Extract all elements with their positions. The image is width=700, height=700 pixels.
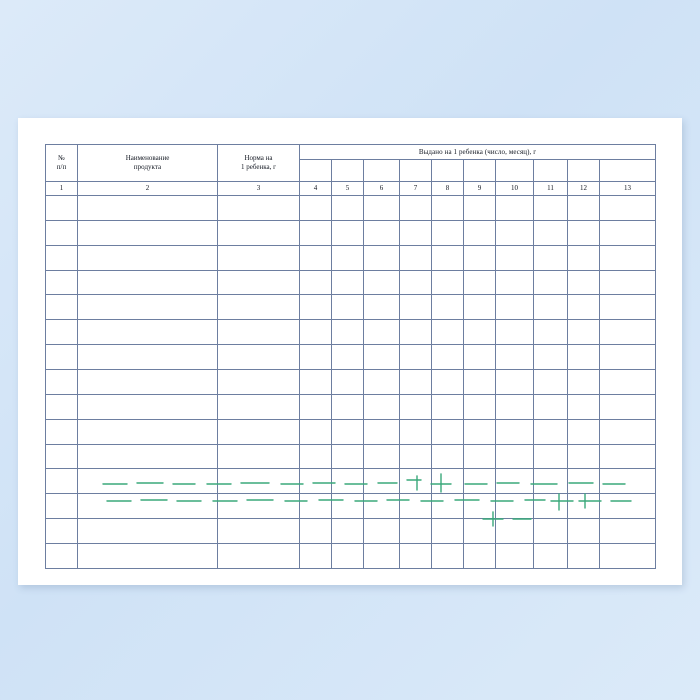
cell[interactable]: [400, 394, 432, 419]
cell[interactable]: [300, 270, 332, 295]
cell[interactable]: [218, 419, 300, 444]
cell[interactable]: [400, 220, 432, 245]
cell[interactable]: [568, 494, 600, 519]
cell[interactable]: [534, 444, 568, 469]
cell[interactable]: [600, 345, 656, 370]
header-product-line1: Наименование: [125, 154, 170, 163]
cell[interactable]: [534, 270, 568, 295]
cell[interactable]: [300, 245, 332, 270]
cell[interactable]: [496, 220, 534, 245]
cell[interactable]: [400, 494, 432, 519]
cell[interactable]: [332, 270, 364, 295]
table-container: [45, 144, 655, 569]
cell[interactable]: [332, 469, 364, 494]
table-row[interactable]: [46, 270, 656, 295]
cell[interactable]: [218, 270, 300, 295]
colnum-4: 4: [300, 182, 332, 196]
cell[interactable]: [78, 394, 218, 419]
cell[interactable]: [400, 544, 432, 569]
cell[interactable]: [78, 245, 218, 270]
colnum-9: 9: [464, 182, 496, 196]
cell[interactable]: [300, 370, 332, 395]
table-row[interactable]: [46, 419, 656, 444]
cell[interactable]: [568, 220, 600, 245]
cell[interactable]: [464, 519, 496, 544]
cell[interactable]: [496, 270, 534, 295]
cell[interactable]: [46, 245, 78, 270]
cell[interactable]: [364, 419, 400, 444]
cell[interactable]: [218, 295, 300, 320]
cell[interactable]: [78, 370, 218, 395]
cell[interactable]: [496, 245, 534, 270]
cell[interactable]: [600, 270, 656, 295]
colnum-12: 12: [568, 182, 600, 196]
cell[interactable]: [332, 295, 364, 320]
colnum-5: 5: [332, 182, 364, 196]
cell[interactable]: [332, 320, 364, 345]
cell[interactable]: [534, 494, 568, 519]
cell[interactable]: [600, 245, 656, 270]
cell[interactable]: [432, 494, 464, 519]
subheader-col-9: [464, 160, 496, 182]
cell[interactable]: [300, 419, 332, 444]
document-sheet: [18, 118, 682, 585]
cell[interactable]: [464, 419, 496, 444]
header-norm-line2: 1 ребенка, г: [241, 163, 276, 171]
cell[interactable]: [364, 245, 400, 270]
colnum-8: 8: [432, 182, 464, 196]
cell[interactable]: [46, 419, 78, 444]
cell[interactable]: [46, 544, 78, 569]
cell[interactable]: [364, 394, 400, 419]
subheader-col-12: [568, 160, 600, 182]
header-cell-number: [46, 145, 78, 182]
cell[interactable]: [46, 320, 78, 345]
header-cell-norm: [218, 145, 300, 182]
cell[interactable]: [78, 469, 218, 494]
cell[interactable]: [78, 320, 218, 345]
colnum-6: 6: [364, 182, 400, 196]
cell[interactable]: [78, 196, 218, 221]
table-row[interactable]: [46, 345, 656, 370]
cell[interactable]: [568, 519, 600, 544]
table-row[interactable]: [46, 394, 656, 419]
colnum-3: 3: [218, 182, 300, 196]
cell[interactable]: [78, 419, 218, 444]
cell[interactable]: [78, 295, 218, 320]
cell[interactable]: [400, 345, 432, 370]
cell[interactable]: [46, 220, 78, 245]
cell[interactable]: [600, 544, 656, 569]
cell[interactable]: [600, 494, 656, 519]
cell[interactable]: [218, 370, 300, 395]
cell[interactable]: [496, 494, 534, 519]
cell[interactable]: [300, 220, 332, 245]
cell[interactable]: [300, 494, 332, 519]
cell[interactable]: [534, 370, 568, 395]
cell[interactable]: [496, 295, 534, 320]
table-group-header-row: [46, 145, 656, 160]
cell[interactable]: [78, 270, 218, 295]
cell[interactable]: [46, 270, 78, 295]
table-row[interactable]: [46, 245, 656, 270]
subheader-col-4: [300, 160, 332, 182]
cell[interactable]: [218, 345, 300, 370]
header-number-line1: №: [58, 154, 65, 163]
cell[interactable]: [364, 196, 400, 221]
cell[interactable]: [46, 370, 78, 395]
cell[interactable]: [364, 270, 400, 295]
cell[interactable]: [300, 519, 332, 544]
cell[interactable]: [218, 444, 300, 469]
subheader-col-8: [432, 160, 464, 182]
cell[interactable]: [400, 469, 432, 494]
cell[interactable]: [496, 394, 534, 419]
cell[interactable]: [496, 519, 534, 544]
cell[interactable]: [332, 494, 364, 519]
cell[interactable]: [300, 469, 332, 494]
cell[interactable]: [218, 519, 300, 544]
header-number-line2: п/п: [56, 163, 67, 171]
cell[interactable]: [46, 196, 78, 221]
cell[interactable]: [568, 444, 600, 469]
cell[interactable]: [534, 295, 568, 320]
cell[interactable]: [78, 519, 218, 544]
cell[interactable]: [432, 270, 464, 295]
cell[interactable]: [332, 220, 364, 245]
table-row[interactable]: [46, 469, 656, 494]
cell[interactable]: [218, 196, 300, 221]
cell[interactable]: [464, 245, 496, 270]
table-row[interactable]: [46, 444, 656, 469]
cell[interactable]: [432, 544, 464, 569]
cell[interactable]: [464, 494, 496, 519]
cell[interactable]: [218, 544, 300, 569]
product-issue-table: [45, 144, 656, 569]
cell[interactable]: [364, 345, 400, 370]
cell[interactable]: [496, 370, 534, 395]
cell[interactable]: [432, 469, 464, 494]
cell[interactable]: [496, 345, 534, 370]
cell[interactable]: [332, 394, 364, 419]
cell[interactable]: [600, 370, 656, 395]
cell[interactable]: [300, 345, 332, 370]
subheader-col-5: [332, 160, 364, 182]
cell[interactable]: [46, 444, 78, 469]
cell[interactable]: [78, 345, 218, 370]
cell[interactable]: [218, 394, 300, 419]
cell[interactable]: [568, 196, 600, 221]
cell[interactable]: [568, 419, 600, 444]
cell[interactable]: [78, 444, 218, 469]
subheader-col-7: [400, 160, 432, 182]
cell[interactable]: [332, 370, 364, 395]
cell[interactable]: [400, 370, 432, 395]
cell[interactable]: [464, 370, 496, 395]
cell[interactable]: [400, 245, 432, 270]
cell[interactable]: [600, 196, 656, 221]
cell[interactable]: [46, 494, 78, 519]
cell[interactable]: [534, 544, 568, 569]
subheader-col-6: [364, 160, 400, 182]
table-column-number-row: [46, 182, 656, 196]
cell[interactable]: [432, 220, 464, 245]
cell[interactable]: [432, 519, 464, 544]
cell[interactable]: [46, 519, 78, 544]
subheader-col-11: [534, 160, 568, 182]
colnum-1: 1: [46, 182, 78, 196]
cell[interactable]: [332, 444, 364, 469]
cell[interactable]: [432, 320, 464, 345]
cell[interactable]: [464, 320, 496, 345]
cell[interactable]: [464, 295, 496, 320]
header-product-line2: продукта: [133, 163, 162, 171]
colnum-7: 7: [400, 182, 432, 196]
cell[interactable]: [600, 444, 656, 469]
cell[interactable]: [534, 220, 568, 245]
cell[interactable]: [432, 196, 464, 221]
cell[interactable]: [364, 295, 400, 320]
cell[interactable]: [364, 519, 400, 544]
table-row[interactable]: [46, 295, 656, 320]
cell[interactable]: [332, 245, 364, 270]
cell[interactable]: [400, 270, 432, 295]
cell[interactable]: [534, 519, 568, 544]
cell[interactable]: [218, 220, 300, 245]
cell[interactable]: [534, 394, 568, 419]
cell[interactable]: [600, 419, 656, 444]
cell[interactable]: [300, 295, 332, 320]
cell[interactable]: [332, 419, 364, 444]
cell[interactable]: [568, 370, 600, 395]
cell[interactable]: [432, 444, 464, 469]
subheader-col-13: [600, 160, 656, 182]
table-row[interactable]: [46, 196, 656, 221]
cell[interactable]: [464, 270, 496, 295]
table-row[interactable]: [46, 370, 656, 395]
cell[interactable]: [534, 419, 568, 444]
cell[interactable]: [300, 544, 332, 569]
cell[interactable]: [464, 444, 496, 469]
cell[interactable]: [300, 394, 332, 419]
cell[interactable]: [46, 345, 78, 370]
cell[interactable]: [332, 196, 364, 221]
cell[interactable]: [534, 469, 568, 494]
cell[interactable]: [600, 394, 656, 419]
cell[interactable]: [600, 295, 656, 320]
header-norm-line1: Норма на: [244, 154, 273, 163]
cell[interactable]: [568, 394, 600, 419]
cell[interactable]: [600, 469, 656, 494]
table-row[interactable]: [46, 544, 656, 569]
cell[interactable]: [464, 544, 496, 569]
colnum-2: 2: [78, 182, 218, 196]
cell[interactable]: [464, 345, 496, 370]
table-row[interactable]: [46, 220, 656, 245]
cell[interactable]: [400, 444, 432, 469]
colnum-10: 10: [496, 182, 534, 196]
cell[interactable]: [218, 320, 300, 345]
cell[interactable]: [218, 469, 300, 494]
cell[interactable]: [364, 469, 400, 494]
cell[interactable]: [400, 320, 432, 345]
colnum-13: 13: [600, 182, 656, 196]
cell[interactable]: [300, 196, 332, 221]
cell[interactable]: [496, 320, 534, 345]
table-body: [46, 196, 656, 569]
subheader-col-10: [496, 160, 534, 182]
cell[interactable]: [464, 196, 496, 221]
cell[interactable]: [496, 544, 534, 569]
cell[interactable]: [464, 469, 496, 494]
cell[interactable]: [568, 320, 600, 345]
cell[interactable]: [432, 345, 464, 370]
cell[interactable]: [364, 220, 400, 245]
header-cell-product-name: [78, 145, 218, 182]
cell[interactable]: [496, 444, 534, 469]
cell[interactable]: [568, 345, 600, 370]
cell[interactable]: [568, 544, 600, 569]
cell[interactable]: [46, 469, 78, 494]
cell[interactable]: [332, 519, 364, 544]
cell[interactable]: [364, 444, 400, 469]
cell[interactable]: [400, 295, 432, 320]
cell[interactable]: [568, 469, 600, 494]
cell[interactable]: [534, 345, 568, 370]
table-row[interactable]: [46, 320, 656, 345]
cell[interactable]: [464, 394, 496, 419]
cell[interactable]: [46, 394, 78, 419]
cell[interactable]: [600, 220, 656, 245]
table-row[interactable]: [46, 519, 656, 544]
cell[interactable]: [332, 544, 364, 569]
cell[interactable]: [534, 245, 568, 270]
cell[interactable]: [300, 320, 332, 345]
cell[interactable]: [600, 320, 656, 345]
cell[interactable]: [432, 370, 464, 395]
cell[interactable]: [300, 444, 332, 469]
cell[interactable]: [568, 295, 600, 320]
cell[interactable]: [464, 220, 496, 245]
cell[interactable]: [432, 295, 464, 320]
cell[interactable]: [78, 220, 218, 245]
cell[interactable]: [218, 245, 300, 270]
cell[interactable]: [534, 320, 568, 345]
cell[interactable]: [534, 196, 568, 221]
cell[interactable]: [432, 245, 464, 270]
table-row[interactable]: [46, 494, 656, 519]
cell[interactable]: [400, 196, 432, 221]
cell[interactable]: [432, 394, 464, 419]
cell[interactable]: [496, 469, 534, 494]
cell[interactable]: [332, 345, 364, 370]
cell[interactable]: [496, 419, 534, 444]
cell[interactable]: [432, 419, 464, 444]
cell[interactable]: [400, 419, 432, 444]
cell[interactable]: [46, 295, 78, 320]
cell[interactable]: [568, 270, 600, 295]
colnum-11: 11: [534, 182, 568, 196]
cell[interactable]: [600, 519, 656, 544]
cell[interactable]: [78, 544, 218, 569]
cell[interactable]: [78, 494, 218, 519]
cell[interactable]: [496, 196, 534, 221]
cell[interactable]: [218, 494, 300, 519]
cell[interactable]: [364, 320, 400, 345]
cell[interactable]: [364, 370, 400, 395]
cell[interactable]: [400, 519, 432, 544]
cell[interactable]: [364, 494, 400, 519]
cell[interactable]: [364, 544, 400, 569]
cell[interactable]: [568, 245, 600, 270]
header-cell-issued-group: Выдано на 1 ребенка (число, месяц), г: [300, 145, 656, 160]
